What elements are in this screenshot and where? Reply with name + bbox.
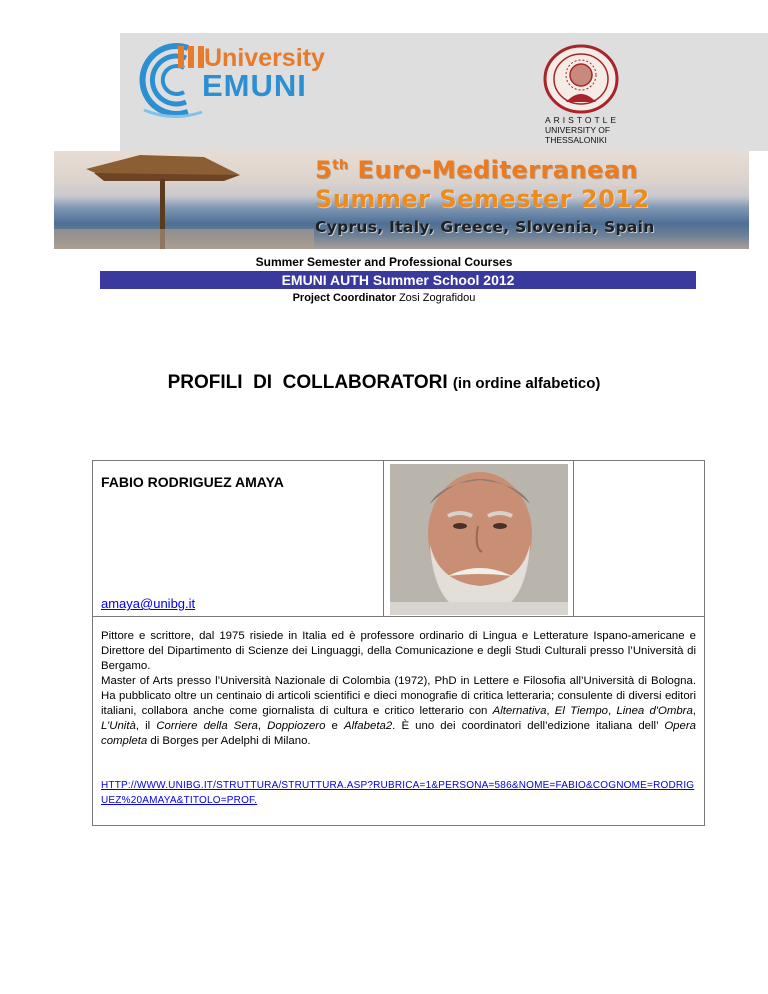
profile-bio	[101, 629, 696, 749]
publication-title: Corriere della Sera	[156, 720, 258, 732]
banner-line-1	[315, 156, 638, 184]
project-coordinator	[0, 292, 768, 304]
bio-paragraph-2	[101, 674, 696, 749]
publication-title: El Tiempo	[554, 705, 609, 717]
auth-line-3: THESSALONIKI	[545, 135, 607, 145]
summer-semester-banner	[54, 151, 749, 249]
auth-seal	[542, 44, 620, 114]
coordinator-name: Zosi Zografidou	[398, 292, 476, 304]
table-column-divider	[573, 461, 574, 616]
auth-line-1: ARISTOTLE	[545, 115, 620, 125]
bio-separator: ,	[546, 705, 555, 717]
portrait-image	[390, 464, 568, 615]
page-title-note: (in ordine alfabetico)	[452, 375, 601, 392]
profile-email-link[interactable]: amaya@unibg.it	[101, 596, 196, 611]
emuni-logo-word-emuni: EMUNI	[202, 68, 307, 103]
banner-line-1-text: Euro-Mediterranean	[357, 156, 639, 184]
opera-title: Opera completa	[101, 720, 696, 747]
bio-text: di Borges per Adelphi di Milano.	[147, 735, 311, 747]
publication-title: L’Unità	[101, 720, 136, 732]
publication-title: Linea d'Ombra	[616, 705, 693, 717]
table-column-divider	[383, 461, 384, 616]
bio-text: . È uno dei coordinatori dell’edizione italiana dell’	[392, 720, 665, 732]
bio-separator: , il	[135, 720, 157, 732]
bio-separator: ,	[692, 705, 696, 717]
profile-url-link[interactable]: HTTP://WWW.UNIBG.IT/STRUTTURA/STRUTTURA.ASP?RUBRICA=1&PERSONA=586&NOME=FABIO&COGNOME=RODRIGUEZ%20AMAYA&TITOLO=PROF.	[101, 780, 695, 806]
publication-title: Alternativa	[492, 705, 547, 717]
page-title-main: PROFILI DI COLLABORATORI	[167, 372, 448, 393]
profile-table	[92, 460, 705, 826]
emuni-emblem-icon	[138, 40, 208, 120]
school-title-bar: EMUNI AUTH Summer School 2012	[100, 271, 696, 289]
auth-wordmark	[545, 115, 619, 145]
auth-line-2: UNIVERSITY OF	[545, 125, 611, 135]
profile-name: FABIO RODRIGUEZ AMAYA	[101, 474, 284, 490]
page-title	[0, 372, 768, 394]
coordinator-label: Project Coordinator	[292, 292, 396, 304]
publication-title: Doppiozero	[267, 720, 326, 732]
programme-subtitle: Summer Semester and Professional Courses	[255, 255, 513, 269]
bio-separator: ,	[257, 720, 268, 732]
bio-separator: e	[325, 720, 345, 732]
profile-photo	[390, 464, 568, 615]
auth-seal-icon	[542, 44, 620, 114]
bio-text: Master of Arts presso l’Università Nazionale di Colombia (1972), PhD in Lettere e Filosofia all’Università di Bologna. Ha pubblicato oltre un centinaio di articoli scientifici e dieci monografie di critica letteraria; consulente di diversi editori italiani, collabora anche come giornalista di cultura e critico letterario con	[101, 675, 696, 717]
banner-ordinal: 5	[315, 156, 333, 184]
table-row-divider	[93, 616, 704, 617]
bio-paragraph-1: Pittore e scrittore, dal 1975 risiede in Italia ed è professore ordinario di Lingua e Letterature Ispano-americane e Direttore del Dipartimento di Scienze dei Linguaggi, della Comunicazione e degli Studi Culturali presso l’Università di Bergamo.	[101, 630, 696, 672]
emuni-logo	[138, 40, 338, 120]
emuni-logo-word-university: University	[204, 44, 325, 72]
banner-line-3: Cyprus, Italy, Greece, Slovenia, Spain	[315, 218, 655, 236]
bio-separator: ,	[608, 705, 617, 717]
banner-ordinal-suffix: th	[332, 158, 349, 173]
publication-title: Alfabeta2	[344, 720, 393, 732]
banner-line-2: Summer Semester 2012	[315, 185, 650, 213]
